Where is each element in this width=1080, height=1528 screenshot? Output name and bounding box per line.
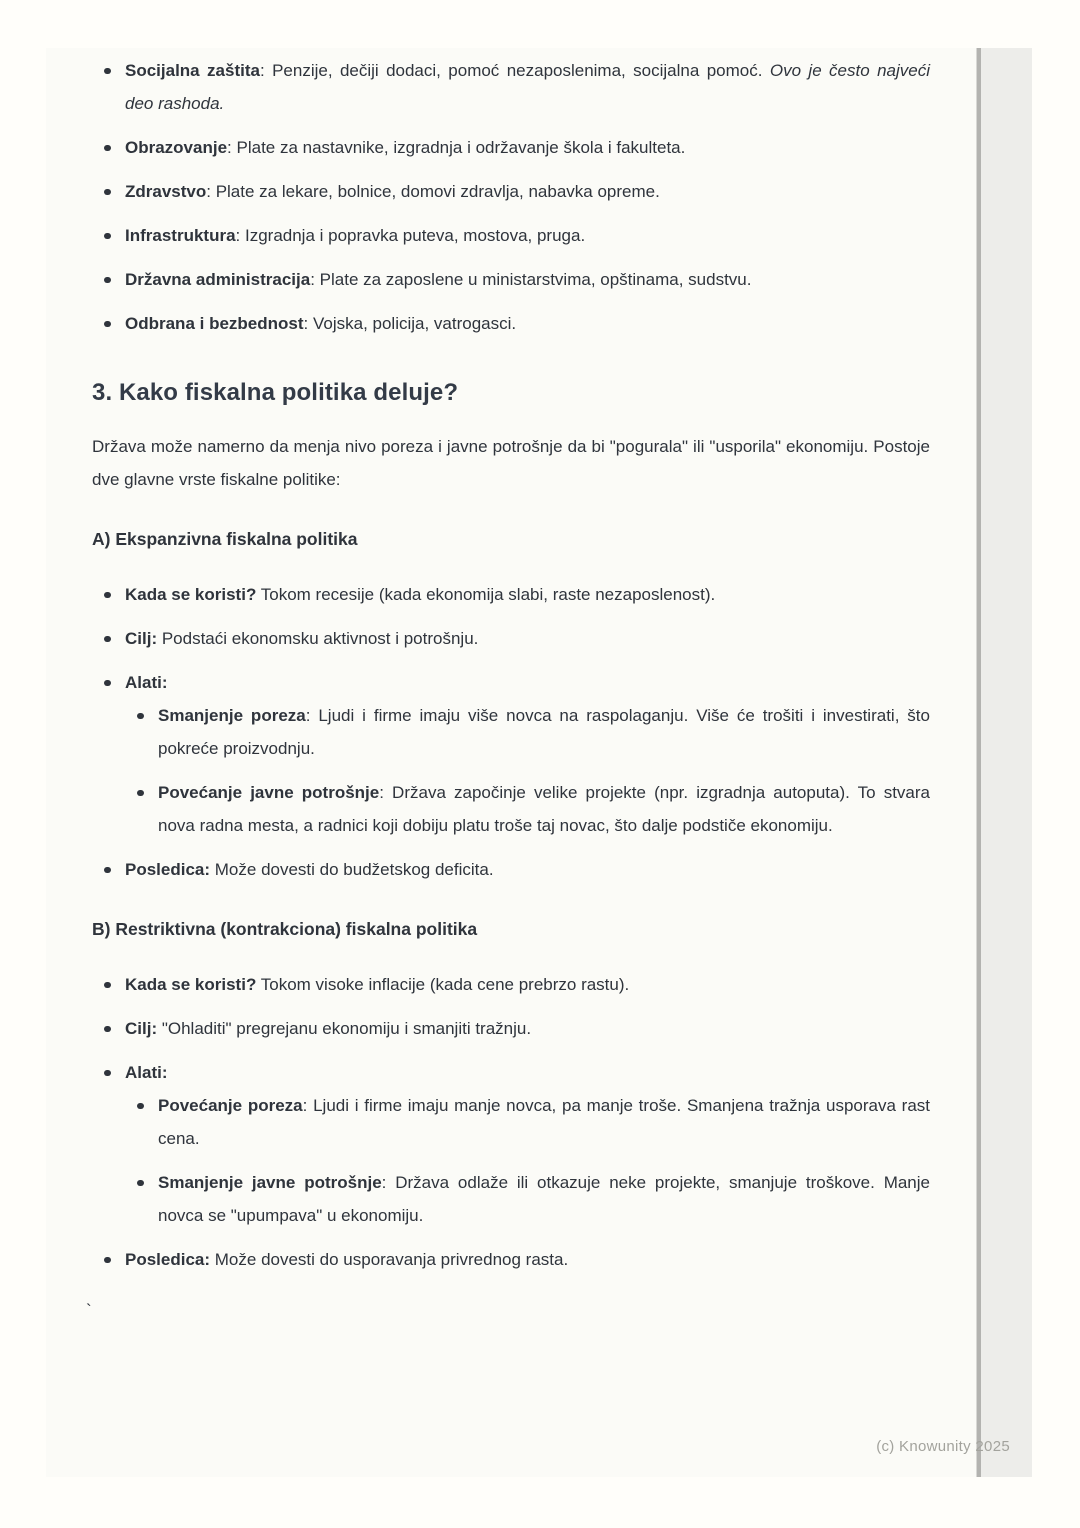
bullet-list: [92, 578, 930, 886]
item-label: Zdravstvo: [125, 182, 207, 201]
list-item: Povećanje javne potrošnje: Država započinje velike projekte (npr. izgradnja autoputa). To stvara nova radna mesta, a radnici koji dobiju platu troše taj novac, što dalje podstiče ekonomiju.: [125, 776, 930, 842]
list-item: Smanjenje javne potrošnje: Država odlaže ili otkazuje neke projekte, smanjuje troškove. Manje novca se "upumpava" u ekonomiju.: [125, 1166, 930, 1232]
list-item: Infrastruktura: Izgradnja i popravka puteva, mostova, pruga.: [92, 219, 930, 252]
item-label: Infrastruktura: [125, 226, 236, 245]
list-item: Odbrana i bezbednost: Vojska, policija, vatrogasci.: [92, 307, 930, 340]
list-item: Cilj: "Ohladiti" pregrejanu ekonomiju i smanjiti tražnju.: [92, 1012, 930, 1045]
item-label: Odbrana i bezbednost: [125, 314, 304, 333]
list-item: Obrazovanje: Plate za nastavnike, izgradnja i održavanje škola i fakulteta.: [92, 131, 930, 164]
bullet-list: [92, 968, 930, 1276]
list-item: Posledica: Može dovesti do usporavanja privrednog rasta.: [92, 1243, 930, 1276]
scrollbar-track[interactable]: [981, 48, 1032, 1477]
item-label: Povećanje javne potrošnje: [158, 783, 380, 802]
item-label: Obrazovanje: [125, 138, 228, 157]
item-italic-note: Ovo je često najveći deo rashoda.: [125, 61, 930, 113]
list-item: Zdravstvo: Plate za lekare, bolnice, domovi zdravlja, nabavka opreme.: [92, 175, 930, 208]
trailing-backtick: `: [86, 1301, 92, 1320]
item-label: Alati:: [125, 1063, 168, 1082]
document-page: [46, 48, 976, 1477]
bullet-list: [125, 1089, 930, 1232]
list-item: Povećanje poreza: Ljudi i firme imaju manje novca, pa manje troše. Smanjena tražnja usporava rast cena.: [125, 1089, 930, 1155]
item-label: Povećanje poreza: [158, 1096, 303, 1115]
item-label: Alati:: [125, 673, 168, 692]
item-label: Kada se koristi?: [125, 585, 257, 604]
watermark-text: (c) Knowunity 2025: [876, 1438, 1010, 1455]
list-item: Socijalna zaštita: Penzije, dečiji dodaci, pomoć nezaposlenima, socijalna pomoć. Ovo je često najveći deo rashoda.: [92, 54, 930, 120]
list-item: Cilj: Podstaći ekonomsku aktivnost i potrošnju.: [92, 622, 930, 655]
item-label: Posledica:: [125, 860, 211, 879]
list-item: Državna administracija: Plate za zaposlene u ministarstvima, opštinama, sudstvu.: [92, 263, 930, 296]
list-item: Kada se koristi? Tokom visoke inflacije (kada cene prebrzo rastu).: [92, 968, 930, 1001]
list-item: [92, 1056, 930, 1232]
subsection-heading: A) Ekspanzivna fiskalna politika: [92, 529, 358, 549]
document-content: [92, 54, 930, 1276]
item-label: Smanjenje javne potrošnje: [158, 1173, 382, 1192]
subsection-heading: B) Restriktivna (kontrakciona) fiskalna politika: [92, 919, 478, 939]
paragraph: Država može namerno da menja nivo poreza i javne potrošnje da bi "pogurala" ili "usporila" ekonomiju. Postoje dve glavne vrste fiskalne politike:: [92, 437, 930, 489]
bullet-list: [92, 54, 930, 340]
list-item: [92, 666, 930, 842]
section-heading: 3. Kako fiskalna politika deluje?: [92, 379, 459, 406]
bullet-list: [125, 699, 930, 842]
item-label: Smanjenje poreza: [158, 706, 306, 725]
list-item: Smanjenje poreza: Ljudi i firme imaju više novca na raspolaganju. Više će trošiti i investirati, što pokreće proizvodnju.: [125, 699, 930, 765]
list-item: Posledica: Može dovesti do budžetskog deficita.: [92, 853, 930, 886]
item-label: Cilj:: [125, 1019, 158, 1038]
item-label: Državna administracija: [125, 270, 311, 289]
list-item: Kada se koristi? Tokom recesije (kada ekonomija slabi, raste nezaposlenost).: [92, 578, 930, 611]
item-label: Posledica:: [125, 1250, 211, 1269]
item-label: Cilj:: [125, 629, 158, 648]
item-label: Socijalna zaštita: [125, 61, 260, 80]
item-label: Kada se koristi?: [125, 975, 257, 994]
